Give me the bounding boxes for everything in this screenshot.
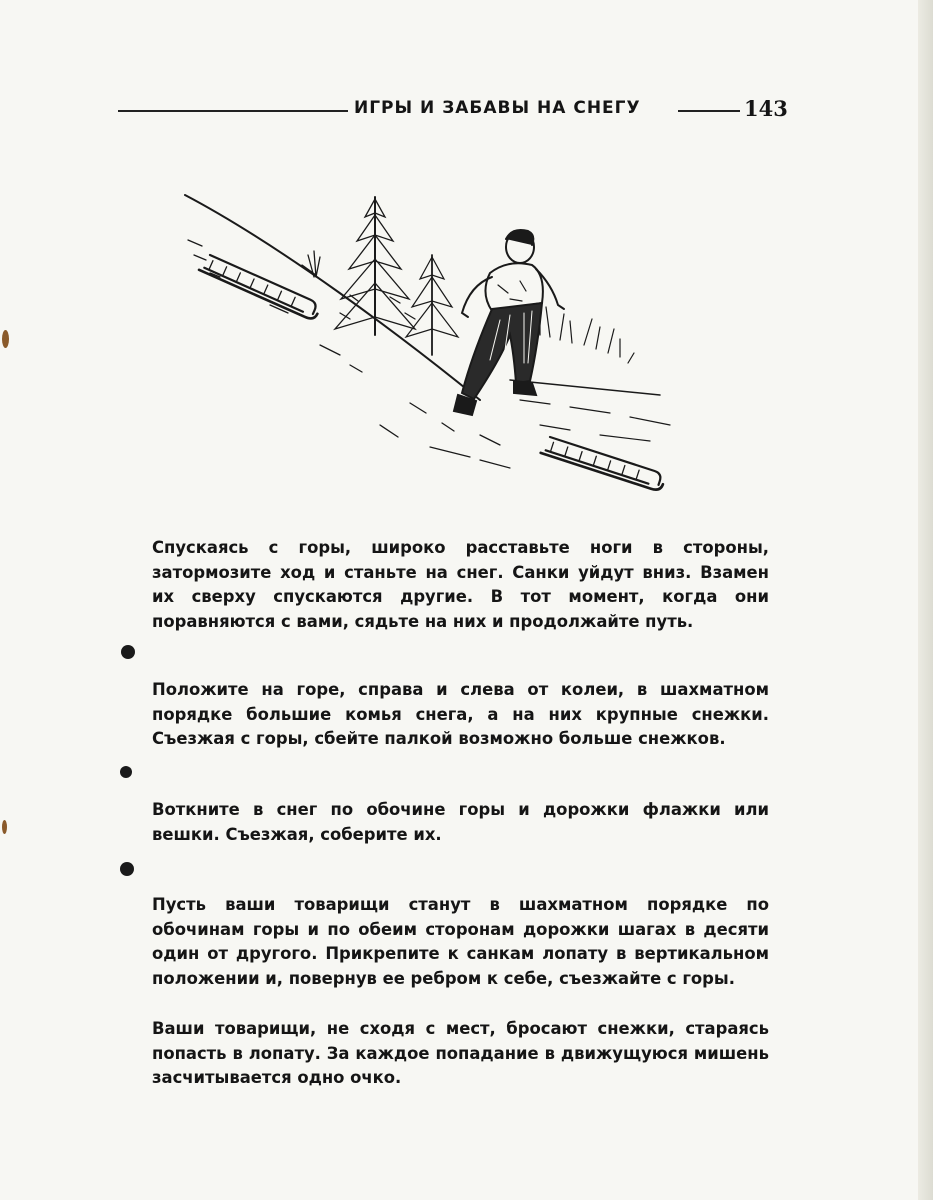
fir-tree-small <box>406 255 458 355</box>
paper-stain <box>2 330 9 348</box>
section-bullet <box>120 766 132 778</box>
paragraph-4: Пусть ваши товарищи станут в шахматном порядке по обочинам горы и по обеим сторонам дорожки шагах в десяти один от другого. Прикрепите к санкам лопату в вертикальном положении и, повернув ее ребром к себе, съезжайте с горы. <box>152 895 769 988</box>
paragraph-1: Спускаясь с горы, широко расставьте ноги в стороны, затормозите ход и станьте на снег. Санки уйдут вниз. Взамен их сверху спускаются другие. В тот момент, когда они поравняются с вами, сядьте на них и продолжайте путь. <box>152 538 769 631</box>
sled-upper <box>199 253 321 321</box>
page-number: 143 <box>744 96 788 121</box>
header-title: ИГРЫ И ЗАБАВЫ НА СНЕГУ <box>354 98 641 118</box>
paper-stain <box>2 820 7 834</box>
paragraph-2: Положите на горе, справа и слева от колеи, в шахматном порядке большие комья снега, а на них крупные снежки. Съезжая с горы, сбейте палкой возможно больше снежков. <box>152 680 769 748</box>
fir-tree <box>335 197 415 335</box>
sled-lower <box>541 436 666 492</box>
header-rule-right <box>678 110 740 112</box>
page-edge <box>918 0 933 1200</box>
sledding-illustration <box>180 185 700 505</box>
running-header <box>118 96 788 126</box>
paragraph-5: Ваши товарищи, не сходя с мест, бросают снежки, стараясь попасть в лопату. За каждое попадание в движущуюся мишень засчитывается одно очко. <box>152 1019 769 1087</box>
paragraph-3: Воткните в снег по обочине горы и дорожки флажки или вешки. Съезжая, соберите их. <box>152 800 769 844</box>
header-rule-left <box>118 110 348 112</box>
section-bullet <box>121 645 135 659</box>
section-bullet <box>120 862 134 876</box>
